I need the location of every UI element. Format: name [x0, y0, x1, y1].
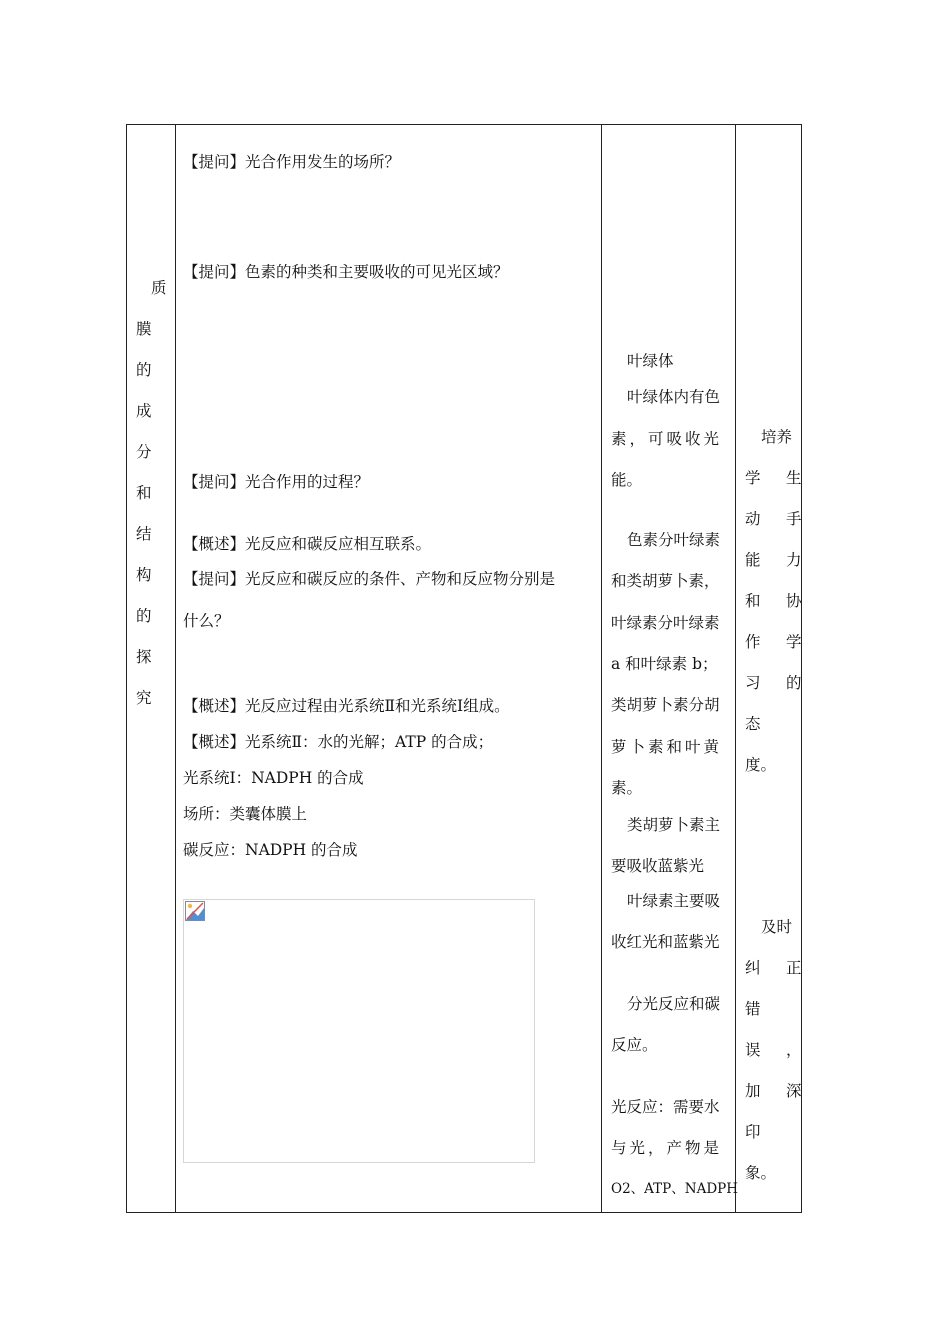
- diagram-image-placeholder: [183, 899, 535, 1163]
- answer-text: 色素分叶绿素: [627, 531, 721, 549]
- intent-text: 度。: [745, 756, 777, 774]
- intent-text: 加 深: [745, 1082, 807, 1100]
- summary-text: 【概述】光反应和碳反应相互联系。: [183, 535, 432, 553]
- answer-text: 与光，产物是: [611, 1139, 723, 1157]
- answer-text: 类胡萝卜素主: [627, 816, 721, 834]
- intent-text: 错: [745, 1000, 761, 1018]
- topic-char: 究: [136, 689, 152, 707]
- summary-text: 场所：类囊体膜上: [183, 805, 308, 823]
- topic-char: 的: [136, 361, 152, 379]
- broken-image-icon: [185, 901, 205, 921]
- intent-text: 态: [745, 715, 761, 733]
- answer-text: 和类胡萝卜素，: [611, 572, 720, 590]
- answer-text: 要吸收蓝紫光: [611, 857, 705, 875]
- topic-char: 和: [136, 484, 152, 502]
- question-text: 【提问】光反应和碳反应的条件、产物和反应物分别是: [183, 570, 556, 588]
- intent-text: 象。: [745, 1164, 777, 1182]
- column-divider: [735, 125, 736, 1212]
- summary-text: 光系统Ⅰ：NADPH 的合成: [183, 769, 364, 787]
- answer-text: 叶绿体内有色: [627, 388, 721, 406]
- intent-text: 学 生: [745, 469, 807, 487]
- intent-text: 培养: [761, 428, 793, 446]
- answer-text: 素。: [611, 779, 643, 797]
- answer-text: 类胡萝卜素分胡: [611, 696, 720, 714]
- summary-text: 【概述】光反应过程由光系统Ⅱ和光系统Ⅰ组成。: [183, 697, 510, 715]
- topic-char: 质: [151, 279, 167, 297]
- intent-text: 印: [745, 1123, 761, 1141]
- question-text: 【提问】光合作用发生的场所？: [183, 153, 401, 171]
- answer-text: a 和叶绿素 b；: [611, 655, 718, 673]
- intent-text: 习 的: [745, 674, 807, 692]
- intent-text: 和 协: [745, 592, 807, 610]
- topic-char: 成: [136, 402, 152, 420]
- topic-char: 膜: [136, 320, 152, 338]
- lesson-table: [126, 124, 807, 1213]
- answer-text: 萝卜素和叶黄: [611, 738, 723, 756]
- question-text: 什么？: [183, 612, 230, 630]
- answer-text: O2、ATP、NADPH: [611, 1181, 738, 1197]
- answer-text: 分光反应和碳: [627, 995, 721, 1013]
- intent-text: 误 ，: [745, 1041, 807, 1059]
- answer-text: 能。: [611, 471, 643, 489]
- column-divider: [601, 125, 602, 1212]
- answer-text: 反应。: [611, 1036, 658, 1054]
- column-divider: [175, 125, 176, 1212]
- intent-text: 能 力: [745, 551, 807, 569]
- topic-char: 的: [136, 607, 152, 625]
- answer-text: 叶绿体: [627, 352, 674, 370]
- topic-char: 探: [136, 648, 152, 666]
- question-text: 【提问】光合作用的过程？: [183, 473, 370, 491]
- summary-text: 【概述】光系统Ⅱ：水的光解；ATP 的合成；: [183, 733, 494, 751]
- topic-char: 结: [136, 525, 152, 543]
- answer-text: 素，可吸收光: [611, 430, 723, 448]
- answer-text: 收红光和蓝紫光: [611, 933, 720, 951]
- answer-text: 叶绿素分叶绿素: [611, 614, 720, 632]
- question-text: 【提问】色素的种类和主要吸收的可见光区域？: [183, 263, 509, 281]
- intent-text: 纠 正: [745, 959, 807, 977]
- intent-text: 动 手: [745, 510, 807, 528]
- topic-char: 分: [136, 443, 152, 461]
- topic-char: 构: [136, 566, 152, 584]
- summary-text: 碳反应：NADPH 的合成: [183, 841, 358, 859]
- intent-text: 作 学: [745, 633, 807, 651]
- answer-text: 叶绿素主要吸: [627, 892, 721, 910]
- answer-text: 光反应：需要水: [611, 1098, 720, 1116]
- intent-text: 及时: [761, 918, 793, 936]
